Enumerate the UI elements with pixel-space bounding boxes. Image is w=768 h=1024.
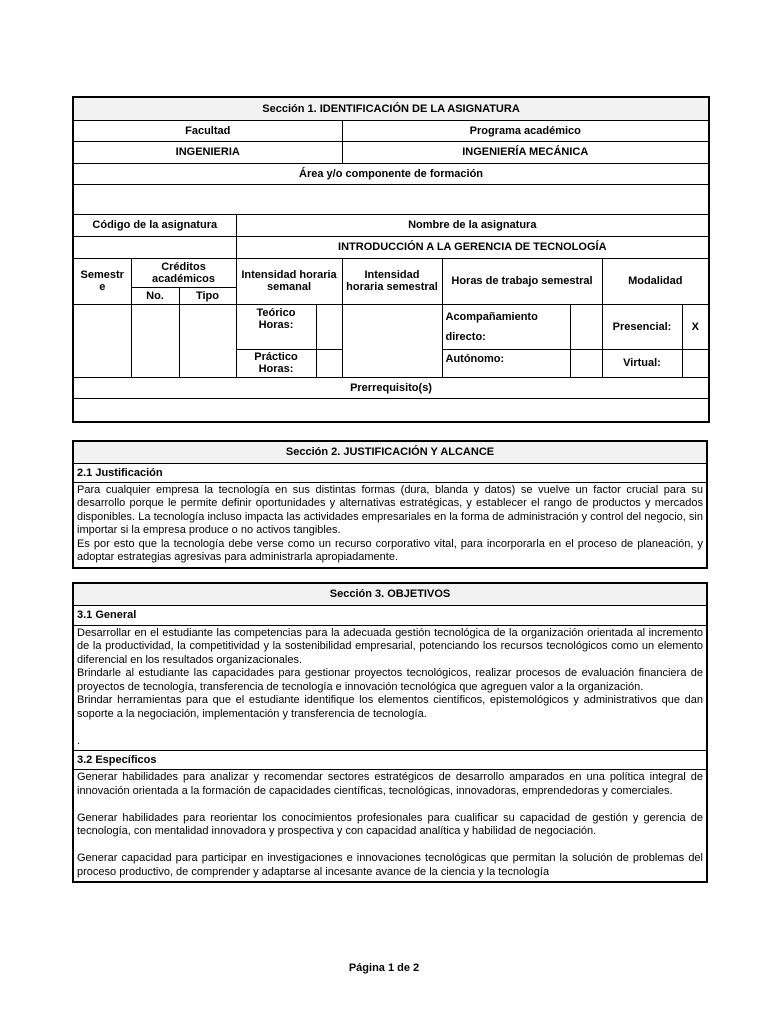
codigo-label: Código de la asignatura: [73, 214, 236, 236]
general-text: Desarrollar en el estudiante las competencias para la adecuada gestión tecnológica de la organización orientada al incremento de la productividad, la competitividad y la sostenibilidad empresarial, potenciando los recursos tecnológicos como un elemento diferencial en los resultados organizacionales. Brindarle al estudiante las capacidades para gestionar proyectos tecnológicos, realizar procesos de evaluación financiera de proyectos de tecnología, transferencia de tecnología e innovación tecnológica que agreguen valor a la organización. Brindar herramientas para que el estudiante identifique los elementos científicos, epistemológicos y administrativos que dan soporte a la negociación, implementación y transferencia de tecnología. .: [73, 625, 707, 751]
section3-table: [72, 582, 708, 883]
page-number: Página 1 de 2: [348, 962, 420, 974]
practico-label: Práctico Horas:: [236, 349, 316, 377]
section2-table: [72, 440, 708, 569]
autonomo-value: [570, 349, 602, 377]
section2-title: Sección 2. JUSTIFICACIÓN Y ALCANCE: [73, 441, 707, 463]
prerrequisitos-value: [73, 398, 709, 422]
codigo-value: [73, 236, 236, 258]
teorico-value: [316, 304, 342, 349]
creditos-label: Créditos académicos: [131, 258, 236, 287]
especificos-text: Generar habilidades para analizar y recomendar sectores estratégicos de desarrollo amparados en una política integral de innovación orientada a la formación de capacidades científicas, tecnológicas, innovadoras, emprendedoras y comerciales. Generar habilidades para reorientar los conocimientos profesionales para cualificar su capacidad de gestión y gerencia de tecnología, con mentalidad innovadora y prospectiva y con capacidad analítica y habilidad de negociación. Generar capacidad para participar en investigaciones e innovaciones tecnológicas que permitan la solución de problemas del proceso productivo, de comprender y adaptarse al incesante avance de la ciencia y la tecnología: [73, 770, 707, 883]
programa-value: INGENIERÍA MECÁNICA: [342, 141, 709, 163]
prerrequisitos-label: Prerrequisito(s): [73, 377, 709, 398]
virtual-label: Virtual:: [602, 349, 682, 377]
facultad-label: Facultad: [73, 120, 342, 141]
section3-title: Sección 3. OBJETIVOS: [73, 583, 707, 605]
semestre-value: [73, 304, 131, 377]
facultad-value: INGENIERIA: [73, 141, 342, 163]
section1-table: [72, 96, 710, 423]
justificacion-text: Para cualquier empresa la tecnología en sus distintas formas (dura, blanda y datos) se vuelve un factor crucial para su desarrollo porque le permite definir oportunidades y alternativas estratégicas, y establecer el rango de productos y mercados disponibles. La tecnología incluso impacta las actividades empresariales en la forma de administración y control del negocio, sin importar si la empresa produce o no activos tangibles. Es por esto que la tecnología debe verse como un recurso corporativo vital, para incorporarla en el proceso de planeación, y adoptar estrategias agresivas para administrarla apropiadamente.: [73, 482, 707, 568]
teorico-label: Teórico Horas:: [236, 304, 316, 349]
nombre-value: INTRODUCCIÓN A LA GERENCIA DE TECNOLOGÍA: [236, 236, 709, 258]
justificacion-title: 2.1 Justificación: [73, 463, 707, 482]
intensidad-semanal-label: Intensidad horaria semanal: [236, 258, 342, 304]
presencial-value: X: [682, 304, 709, 349]
creditos-no-label: No.: [131, 287, 179, 304]
programa-label: Programa académico: [342, 120, 709, 141]
modalidad-label: Modalidad: [602, 258, 709, 304]
autonomo-label: Autónomo:: [442, 349, 570, 377]
creditos-tipo-label: Tipo: [179, 287, 236, 304]
presencial-label: Presencial:: [602, 304, 682, 349]
practico-value: [316, 349, 342, 377]
especificos-title: 3.2 Específicos: [73, 751, 707, 770]
virtual-value: [682, 349, 709, 377]
area-label: Área y/o componente de formación: [73, 163, 709, 184]
area-value: [73, 184, 709, 214]
intensidad-semestral-label: Intensidad horaria semestral: [342, 258, 442, 304]
section1-title: Sección 1. IDENTIFICACIÓN DE LA ASIGNATURA: [73, 97, 709, 120]
general-title: 3.1 General: [73, 605, 707, 625]
intensidad-semestral-value: [342, 304, 442, 377]
nombre-label: Nombre de la asignatura: [236, 214, 709, 236]
creditos-tipo-value: [179, 304, 236, 377]
semestre-label: Semestr e: [73, 258, 131, 304]
acompanamiento-value: [570, 304, 602, 349]
acompanamiento-label: Acompañamiento directo:: [442, 304, 570, 349]
creditos-no-value: [131, 304, 179, 377]
horas-trabajo-label: Horas de trabajo semestral: [442, 258, 602, 304]
